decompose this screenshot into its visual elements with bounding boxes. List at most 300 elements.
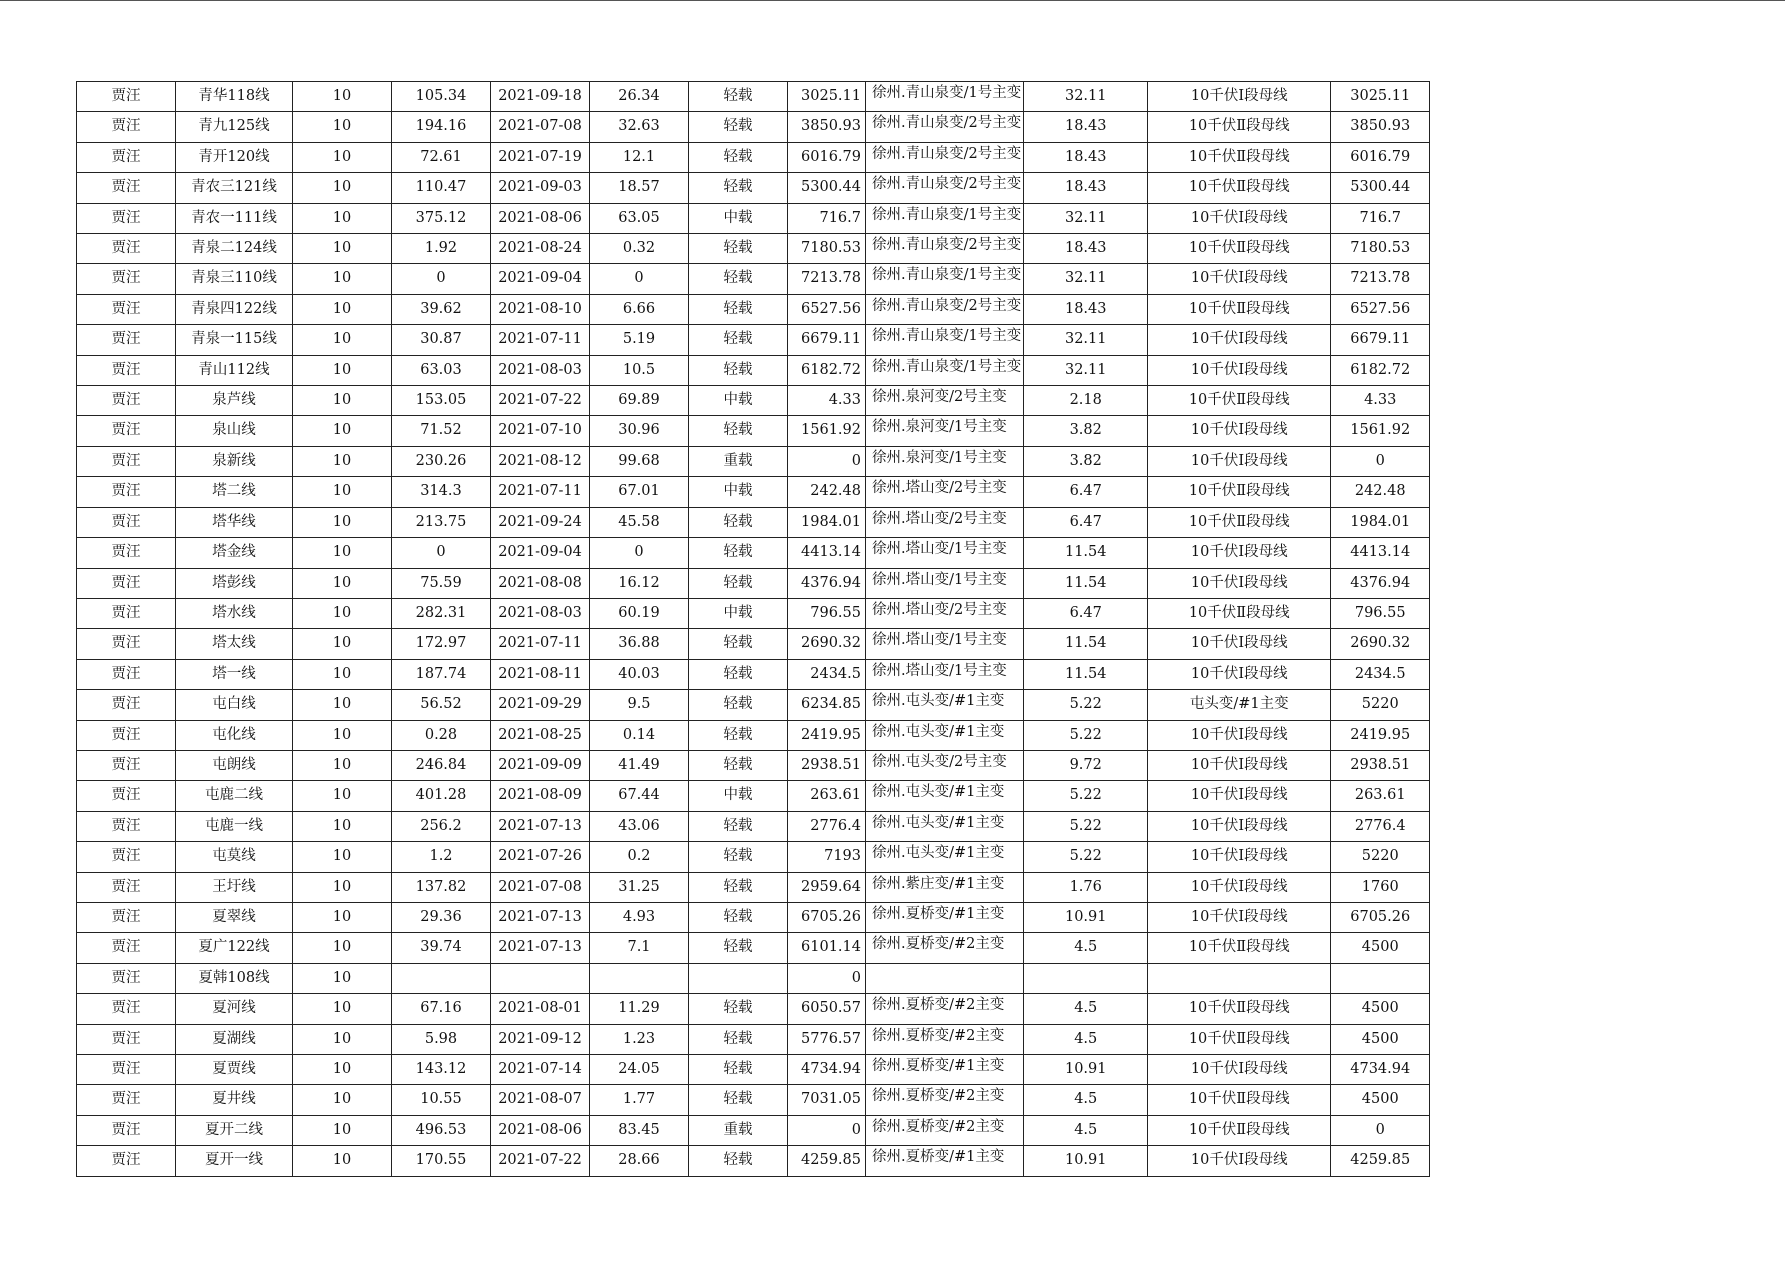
bus-section-cell: 10千伏Ⅱ段母线 <box>1148 1024 1331 1054</box>
available-capacity-cell: 4500 <box>1331 1085 1430 1115</box>
substation-transformer-cell <box>866 933 1024 963</box>
table-row <box>77 386 1430 416</box>
substation-transformer-text: 徐州.青山泉变/2号主变 <box>872 176 1022 193</box>
transformer-rate-cell: 18.43 <box>1024 142 1148 172</box>
line-name-cell: 夏开二线 <box>176 1115 293 1145</box>
spare-capacity-cell: 4259.85 <box>788 1146 866 1176</box>
date-cell: 2021-07-13 <box>491 811 590 841</box>
bus-section-cell <box>1148 963 1331 993</box>
available-capacity-cell: 4376.94 <box>1331 568 1430 598</box>
transformer-rate-cell: 18.43 <box>1024 234 1148 264</box>
date-cell: 2021-08-07 <box>491 1085 590 1115</box>
district-cell: 贾汪 <box>77 750 176 780</box>
load-status-cell: 轻载 <box>689 872 788 902</box>
date-cell: 2021-08-12 <box>491 446 590 476</box>
current-cell: 110.47 <box>392 173 491 203</box>
current-cell <box>392 963 491 993</box>
substation-transformer-text: 徐州.屯头变/2号主变 <box>872 753 1007 770</box>
date-cell: 2021-09-04 <box>491 538 590 568</box>
load-status-cell: 轻载 <box>689 82 788 112</box>
table-row <box>77 112 1430 142</box>
bus-section-cell: 10千伏Ⅰ段母线 <box>1148 842 1331 872</box>
transformer-rate-cell: 18.43 <box>1024 112 1148 142</box>
load-rate-cell: 11.29 <box>590 994 689 1024</box>
bus-section-cell: 10千伏Ⅰ段母线 <box>1148 720 1331 750</box>
line-name-cell: 屯鹿一线 <box>176 811 293 841</box>
load-status-cell: 轻载 <box>689 294 788 324</box>
load-status-cell: 中载 <box>689 203 788 233</box>
voltage-cell: 10 <box>293 173 392 203</box>
load-status-cell: 轻载 <box>689 142 788 172</box>
bus-section-cell: 10千伏Ⅱ段母线 <box>1148 507 1331 537</box>
load-status-cell: 轻载 <box>689 568 788 598</box>
substation-transformer-text: 徐州.青山泉变/1号主变 <box>872 358 1022 375</box>
substation-transformer-text: 徐州.塔山变/2号主变 <box>872 601 1007 618</box>
date-cell: 2021-09-03 <box>491 173 590 203</box>
substation-transformer-cell <box>866 629 1024 659</box>
voltage-cell: 10 <box>293 477 392 507</box>
load-rate-cell: 0.2 <box>590 842 689 872</box>
substation-transformer-text: 徐州.塔山变/1号主变 <box>872 571 1007 588</box>
bus-section-cell: 10千伏Ⅱ段母线 <box>1148 1085 1331 1115</box>
load-rate-cell: 69.89 <box>590 386 689 416</box>
district-cell: 贾汪 <box>77 355 176 385</box>
load-rate-cell: 67.44 <box>590 781 689 811</box>
available-capacity-cell: 0 <box>1331 446 1430 476</box>
transformer-rate-cell: 1.76 <box>1024 872 1148 902</box>
date-cell: 2021-09-29 <box>491 690 590 720</box>
load-status-cell: 轻载 <box>689 416 788 446</box>
transformer-rate-cell: 3.82 <box>1024 446 1148 476</box>
page-top-border <box>0 0 1785 1</box>
available-capacity-cell: 5220 <box>1331 690 1430 720</box>
spare-capacity-cell: 716.7 <box>788 203 866 233</box>
substation-transformer-text: 徐州.青山泉变/2号主变 <box>872 297 1022 314</box>
available-capacity-cell: 242.48 <box>1331 477 1430 507</box>
date-cell: 2021-07-08 <box>491 112 590 142</box>
voltage-cell: 10 <box>293 82 392 112</box>
load-rate-cell: 24.05 <box>590 1055 689 1085</box>
current-cell: 75.59 <box>392 568 491 598</box>
date-cell: 2021-07-22 <box>491 1146 590 1176</box>
transformer-rate-cell: 5.22 <box>1024 690 1148 720</box>
table-row <box>77 963 1430 993</box>
date-cell: 2021-07-22 <box>491 386 590 416</box>
current-cell: 314.3 <box>392 477 491 507</box>
table-row <box>77 811 1430 841</box>
voltage-cell: 10 <box>293 598 392 628</box>
current-cell: 72.61 <box>392 142 491 172</box>
table-row <box>77 933 1430 963</box>
line-name-cell: 青泉四122线 <box>176 294 293 324</box>
date-cell: 2021-09-18 <box>491 82 590 112</box>
substation-transformer-cell <box>866 416 1024 446</box>
load-status-cell: 轻载 <box>689 112 788 142</box>
table-row <box>77 477 1430 507</box>
substation-transformer-text: 徐州.青山泉变/2号主变 <box>872 145 1022 162</box>
available-capacity-cell: 6705.26 <box>1331 902 1430 932</box>
bus-section-cell: 10千伏Ⅱ段母线 <box>1148 1115 1331 1145</box>
table-row <box>77 629 1430 659</box>
date-cell: 2021-07-10 <box>491 416 590 446</box>
load-status-cell: 轻载 <box>689 842 788 872</box>
table-row <box>77 355 1430 385</box>
load-status-cell: 轻载 <box>689 234 788 264</box>
bus-section-cell: 10千伏Ⅰ段母线 <box>1148 750 1331 780</box>
bus-section-cell: 10千伏Ⅱ段母线 <box>1148 142 1331 172</box>
district-cell: 贾汪 <box>77 598 176 628</box>
substation-transformer-cell <box>866 1115 1024 1145</box>
spare-capacity-cell: 3850.93 <box>788 112 866 142</box>
bus-section-cell: 10千伏Ⅰ段母线 <box>1148 203 1331 233</box>
transformer-rate-cell: 11.54 <box>1024 568 1148 598</box>
table-row <box>77 720 1430 750</box>
current-cell: 0 <box>392 538 491 568</box>
load-status-cell: 轻载 <box>689 750 788 780</box>
spare-capacity-cell: 3025.11 <box>788 82 866 112</box>
substation-transformer-text: 徐州.青山泉变/1号主变 <box>872 267 1022 284</box>
table-row <box>77 173 1430 203</box>
bus-section-cell: 10千伏Ⅰ段母线 <box>1148 355 1331 385</box>
bus-section-cell: 10千伏Ⅰ段母线 <box>1148 1146 1331 1176</box>
load-status-cell: 轻载 <box>689 690 788 720</box>
table-row <box>77 416 1430 446</box>
load-rate-cell: 0 <box>590 538 689 568</box>
load-rate-cell: 0.14 <box>590 720 689 750</box>
table-row <box>77 325 1430 355</box>
line-name-cell: 夏井线 <box>176 1085 293 1115</box>
load-rate-cell: 4.93 <box>590 902 689 932</box>
district-cell: 贾汪 <box>77 1146 176 1176</box>
table-row <box>77 1024 1430 1054</box>
transformer-rate-cell: 32.11 <box>1024 203 1148 233</box>
transformer-rate-cell: 9.72 <box>1024 750 1148 780</box>
bus-section-cell: 10千伏Ⅰ段母线 <box>1148 325 1331 355</box>
date-cell: 2021-08-01 <box>491 994 590 1024</box>
line-name-cell: 塔华线 <box>176 507 293 537</box>
bus-section-cell: 10千伏Ⅰ段母线 <box>1148 1055 1331 1085</box>
voltage-cell: 10 <box>293 659 392 689</box>
district-cell: 贾汪 <box>77 264 176 294</box>
bus-section-cell: 10千伏Ⅱ段母线 <box>1148 112 1331 142</box>
load-rate-cell: 1.23 <box>590 1024 689 1054</box>
voltage-cell: 10 <box>293 538 392 568</box>
transformer-rate-cell: 4.5 <box>1024 1115 1148 1145</box>
voltage-cell: 10 <box>293 872 392 902</box>
spare-capacity-cell: 7180.53 <box>788 234 866 264</box>
available-capacity-cell: 2938.51 <box>1331 750 1430 780</box>
substation-transformer-cell <box>866 842 1024 872</box>
substation-transformer-cell <box>866 234 1024 264</box>
current-cell: 137.82 <box>392 872 491 902</box>
table-row <box>77 82 1430 112</box>
district-cell: 贾汪 <box>77 477 176 507</box>
date-cell: 2021-07-13 <box>491 902 590 932</box>
date-cell: 2021-07-11 <box>491 477 590 507</box>
voltage-cell: 10 <box>293 781 392 811</box>
voltage-cell: 10 <box>293 234 392 264</box>
transformer-rate-cell: 6.47 <box>1024 598 1148 628</box>
date-cell: 2021-07-08 <box>491 872 590 902</box>
substation-transformer-text: 徐州.塔山变/2号主变 <box>872 480 1007 497</box>
transformer-rate-cell: 4.5 <box>1024 1085 1148 1115</box>
substation-transformer-cell <box>866 963 1024 993</box>
district-cell: 贾汪 <box>77 507 176 537</box>
available-capacity-cell: 4259.85 <box>1331 1146 1430 1176</box>
spare-capacity-cell: 4.33 <box>788 386 866 416</box>
load-rate-cell: 0 <box>590 264 689 294</box>
line-name-cell: 屯化线 <box>176 720 293 750</box>
load-rate-cell: 32.63 <box>590 112 689 142</box>
district-cell: 贾汪 <box>77 1024 176 1054</box>
substation-transformer-cell <box>866 1024 1024 1054</box>
current-cell: 187.74 <box>392 659 491 689</box>
table-row <box>77 750 1430 780</box>
substation-transformer-cell <box>866 568 1024 598</box>
substation-transformer-cell <box>866 720 1024 750</box>
district-cell: 贾汪 <box>77 568 176 598</box>
spare-capacity-cell: 6101.14 <box>788 933 866 963</box>
substation-transformer-cell <box>866 872 1024 902</box>
substation-transformer-cell <box>866 507 1024 537</box>
load-status-cell: 轻载 <box>689 1024 788 1054</box>
current-cell: 143.12 <box>392 1055 491 1085</box>
current-cell: 0 <box>392 264 491 294</box>
date-cell: 2021-08-25 <box>491 720 590 750</box>
load-status-cell: 轻载 <box>689 994 788 1024</box>
date-cell: 2021-09-12 <box>491 1024 590 1054</box>
table-row <box>77 264 1430 294</box>
load-rate-cell <box>590 963 689 993</box>
available-capacity-cell: 6527.56 <box>1331 294 1430 324</box>
current-cell: 1.92 <box>392 234 491 264</box>
district-cell: 贾汪 <box>77 811 176 841</box>
voltage-cell: 10 <box>293 112 392 142</box>
line-name-cell: 夏韩108线 <box>176 963 293 993</box>
voltage-cell: 10 <box>293 994 392 1024</box>
current-cell: 375.12 <box>392 203 491 233</box>
spare-capacity-cell: 2419.95 <box>788 720 866 750</box>
substation-transformer-text: 徐州.泉河变/1号主变 <box>872 419 1007 436</box>
available-capacity-cell: 1984.01 <box>1331 507 1430 537</box>
substation-transformer-cell <box>866 325 1024 355</box>
date-cell: 2021-09-09 <box>491 750 590 780</box>
load-rate-cell: 99.68 <box>590 446 689 476</box>
current-cell: 39.62 <box>392 294 491 324</box>
transformer-rate-cell: 4.5 <box>1024 994 1148 1024</box>
substation-transformer-text: 徐州.夏桥变/#2主变 <box>872 1118 1005 1135</box>
bus-section-cell: 10千伏Ⅱ段母线 <box>1148 173 1331 203</box>
spare-capacity-cell: 242.48 <box>788 477 866 507</box>
table-row <box>77 872 1430 902</box>
voltage-cell: 10 <box>293 386 392 416</box>
available-capacity-cell: 7180.53 <box>1331 234 1430 264</box>
table-row <box>77 659 1430 689</box>
date-cell: 2021-07-11 <box>491 325 590 355</box>
load-rate-cell: 5.19 <box>590 325 689 355</box>
available-capacity-cell: 6679.11 <box>1331 325 1430 355</box>
available-capacity-cell: 2776.4 <box>1331 811 1430 841</box>
table-row <box>77 446 1430 476</box>
transformer-rate-cell: 4.5 <box>1024 933 1148 963</box>
available-capacity-cell: 3025.11 <box>1331 82 1430 112</box>
load-status-cell: 轻载 <box>689 507 788 537</box>
line-name-cell: 塔水线 <box>176 598 293 628</box>
substation-transformer-text: 徐州.夏桥变/#2主变 <box>872 997 1005 1014</box>
load-rate-cell: 67.01 <box>590 477 689 507</box>
current-cell: 172.97 <box>392 629 491 659</box>
line-name-cell: 屯莫线 <box>176 842 293 872</box>
spare-capacity-cell: 1984.01 <box>788 507 866 537</box>
substation-transformer-text: 徐州.夏桥变/#1主变 <box>872 1149 1005 1166</box>
substation-transformer-cell <box>866 1146 1024 1176</box>
substation-transformer-cell <box>866 173 1024 203</box>
load-rate-cell: 40.03 <box>590 659 689 689</box>
voltage-cell: 10 <box>293 325 392 355</box>
substation-transformer-cell <box>866 446 1024 476</box>
substation-transformer-text: 徐州.屯头变/#1主变 <box>872 784 1005 801</box>
voltage-cell: 10 <box>293 203 392 233</box>
table-row <box>77 203 1430 233</box>
spare-capacity-cell: 6527.56 <box>788 294 866 324</box>
substation-transformer-cell <box>866 902 1024 932</box>
date-cell: 2021-08-08 <box>491 568 590 598</box>
substation-transformer-cell <box>866 203 1024 233</box>
district-cell: 贾汪 <box>77 446 176 476</box>
available-capacity-cell <box>1331 963 1430 993</box>
bus-section-cell: 10千伏Ⅰ段母线 <box>1148 872 1331 902</box>
load-status-cell: 轻载 <box>689 933 788 963</box>
current-cell: 170.55 <box>392 1146 491 1176</box>
load-rate-cell: 18.57 <box>590 173 689 203</box>
district-cell: 贾汪 <box>77 386 176 416</box>
date-cell: 2021-07-13 <box>491 933 590 963</box>
available-capacity-cell: 1561.92 <box>1331 416 1430 446</box>
load-rate-cell: 43.06 <box>590 811 689 841</box>
bus-section-cell: 10千伏Ⅱ段母线 <box>1148 477 1331 507</box>
voltage-cell: 10 <box>293 142 392 172</box>
transformer-rate-cell: 32.11 <box>1024 325 1148 355</box>
load-status-cell: 轻载 <box>689 538 788 568</box>
available-capacity-cell: 4413.14 <box>1331 538 1430 568</box>
district-cell: 贾汪 <box>77 82 176 112</box>
available-capacity-cell: 4500 <box>1331 1024 1430 1054</box>
table-row <box>77 598 1430 628</box>
current-cell: 105.34 <box>392 82 491 112</box>
bus-section-cell: 10千伏Ⅱ段母线 <box>1148 598 1331 628</box>
district-cell: 贾汪 <box>77 872 176 902</box>
available-capacity-cell: 1760 <box>1331 872 1430 902</box>
available-capacity-cell: 4500 <box>1331 994 1430 1024</box>
available-capacity-cell: 3850.93 <box>1331 112 1430 142</box>
load-status-cell: 中载 <box>689 598 788 628</box>
table-row <box>77 690 1430 720</box>
substation-transformer-text <box>872 964 1021 993</box>
available-capacity-cell: 0 <box>1331 1115 1430 1145</box>
line-name-cell: 夏贾线 <box>176 1055 293 1085</box>
line-name-cell: 青泉三110线 <box>176 264 293 294</box>
load-status-cell: 中载 <box>689 781 788 811</box>
substation-transformer-text: 徐州.青山泉变/1号主变 <box>872 85 1022 101</box>
current-cell: 153.05 <box>392 386 491 416</box>
substation-transformer-cell <box>866 781 1024 811</box>
substation-transformer-cell <box>866 142 1024 172</box>
table-row <box>77 902 1430 932</box>
bus-section-cell: 10千伏Ⅰ段母线 <box>1148 781 1331 811</box>
bus-section-cell: 10千伏Ⅰ段母线 <box>1148 416 1331 446</box>
bus-section-cell: 10千伏Ⅰ段母线 <box>1148 538 1331 568</box>
load-rate-cell: 26.34 <box>590 82 689 112</box>
load-rate-cell: 6.66 <box>590 294 689 324</box>
load-status-cell: 轻载 <box>689 629 788 659</box>
spare-capacity-cell: 2690.32 <box>788 629 866 659</box>
line-name-cell: 夏河线 <box>176 994 293 1024</box>
voltage-cell: 10 <box>293 1055 392 1085</box>
line-name-cell: 青山112线 <box>176 355 293 385</box>
substation-transformer-text: 徐州.夏桥变/#2主变 <box>872 1088 1005 1105</box>
substation-transformer-text: 徐州.屯头变/#1主变 <box>872 845 1005 862</box>
line-name-cell: 泉新线 <box>176 446 293 476</box>
district-cell: 贾汪 <box>77 1085 176 1115</box>
substation-transformer-text: 徐州.塔山变/2号主变 <box>872 510 1007 527</box>
district-cell: 贾汪 <box>77 173 176 203</box>
substation-transformer-cell <box>866 659 1024 689</box>
transformer-rate-cell: 11.54 <box>1024 538 1148 568</box>
transformer-rate-cell: 11.54 <box>1024 659 1148 689</box>
spare-capacity-cell: 0 <box>788 446 866 476</box>
voltage-cell: 10 <box>293 1146 392 1176</box>
load-status-cell: 中载 <box>689 386 788 416</box>
date-cell: 2021-08-10 <box>491 294 590 324</box>
date-cell: 2021-08-06 <box>491 1115 590 1145</box>
available-capacity-cell: 7213.78 <box>1331 264 1430 294</box>
spare-capacity-cell: 7031.05 <box>788 1085 866 1115</box>
line-name-cell: 青农三121线 <box>176 173 293 203</box>
substation-transformer-text: 徐州.塔山变/1号主变 <box>872 662 1007 679</box>
date-cell: 2021-08-11 <box>491 659 590 689</box>
voltage-cell: 10 <box>293 416 392 446</box>
spare-capacity-cell: 263.61 <box>788 781 866 811</box>
load-rate-cell: 12.1 <box>590 142 689 172</box>
line-name-cell: 夏广122线 <box>176 933 293 963</box>
available-capacity-cell: 4734.94 <box>1331 1055 1430 1085</box>
current-cell: 30.87 <box>392 325 491 355</box>
transformer-rate-cell: 3.82 <box>1024 416 1148 446</box>
line-name-cell: 屯白线 <box>176 690 293 720</box>
substation-transformer-cell <box>866 386 1024 416</box>
substation-transformer-cell <box>866 690 1024 720</box>
line-name-cell: 塔太线 <box>176 629 293 659</box>
transformer-rate-cell: 18.43 <box>1024 294 1148 324</box>
substation-transformer-text: 徐州.紫庄变/#1主变 <box>872 875 1005 892</box>
table-row <box>77 234 1430 264</box>
date-cell: 2021-08-03 <box>491 355 590 385</box>
current-cell: 56.52 <box>392 690 491 720</box>
current-cell: 71.52 <box>392 416 491 446</box>
date-cell: 2021-07-14 <box>491 1055 590 1085</box>
line-name-cell: 夏湖线 <box>176 1024 293 1054</box>
district-cell: 贾汪 <box>77 781 176 811</box>
substation-transformer-text: 徐州.青山泉变/1号主变 <box>872 328 1022 345</box>
substation-transformer-text: 徐州.青山泉变/2号主变 <box>872 237 1022 254</box>
table-row <box>77 568 1430 598</box>
transformer-rate-cell: 11.54 <box>1024 629 1148 659</box>
date-cell: 2021-08-06 <box>491 203 590 233</box>
spare-capacity-cell: 4734.94 <box>788 1055 866 1085</box>
current-cell: 29.36 <box>392 902 491 932</box>
available-capacity-cell: 263.61 <box>1331 781 1430 811</box>
line-name-cell: 青农一111线 <box>176 203 293 233</box>
